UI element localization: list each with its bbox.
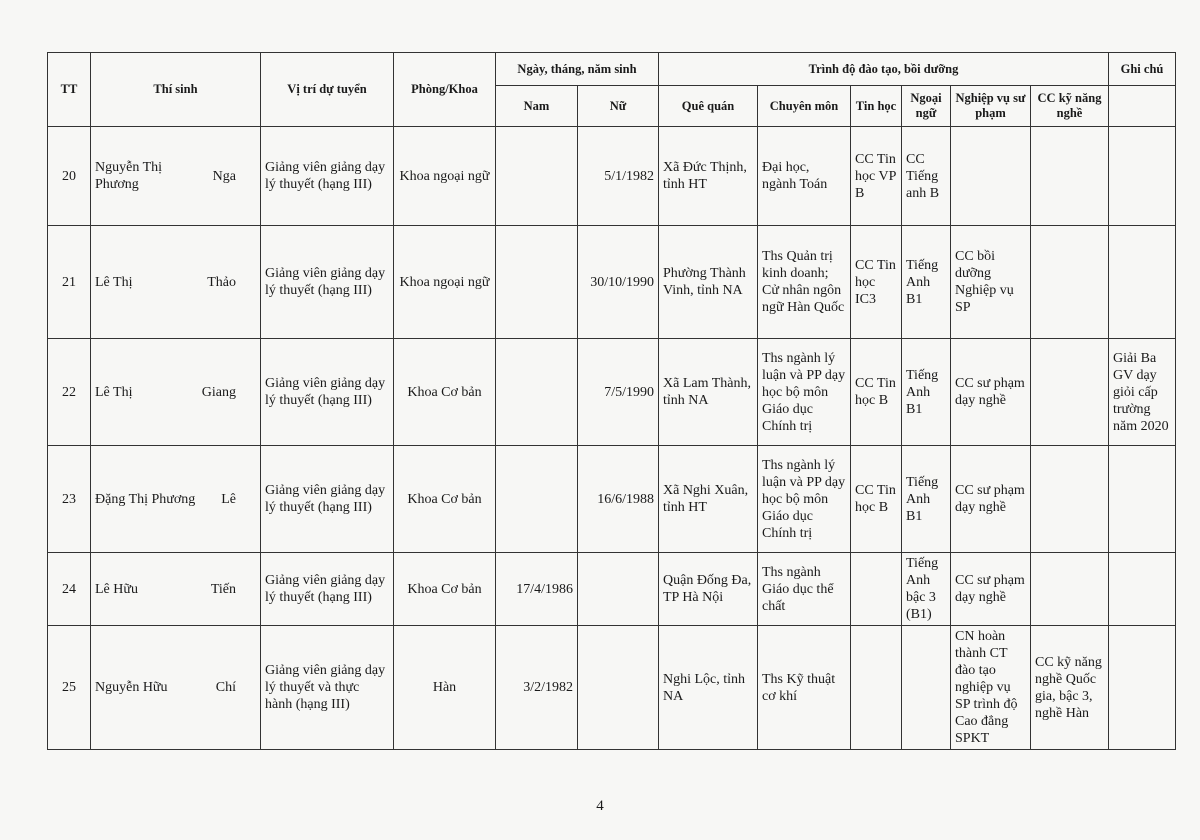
cell-position: Giảng viên giảng dạy lý thuyết và thực hành (hạng III)	[261, 626, 394, 750]
cell-language: Tiếng Anh B1	[902, 446, 951, 553]
cell-position: Giảng viên giảng dạy lý thuyết (hạng III)	[261, 446, 394, 553]
cell-female-dob: 5/1/1982	[578, 127, 659, 226]
cell-it	[851, 553, 902, 626]
cell-pedagogy: CC sư phạm dạy nghề	[951, 339, 1031, 446]
cell-skill-cert	[1031, 446, 1109, 553]
cell-male-dob	[496, 339, 578, 446]
cell-language: CC Tiếng anh B	[902, 127, 951, 226]
cell-male-dob: 17/4/1986	[496, 553, 578, 626]
cell-candidate	[91, 626, 261, 750]
cell-pedagogy	[951, 127, 1031, 226]
cell-male-dob: 3/2/1982	[496, 626, 578, 750]
cell-major: Ths ngành lý luận và PP dạy học bộ môn Giáo dục Chính trị	[758, 446, 851, 553]
cell-major: Ths Quản trị kinh doanh; Cử nhân ngôn ngữ Hàn Quốc	[758, 226, 851, 339]
header-notes: Ghi chú	[1109, 53, 1176, 86]
header-position: Vị trí dự tuyển	[261, 53, 394, 127]
cell-skill-cert	[1031, 339, 1109, 446]
cell-hometown: Quận Đống Đa, TP Hà Nội	[659, 553, 758, 626]
cell-tt: 20	[48, 127, 91, 226]
header-skill-cert: CC kỹ năng nghề	[1031, 86, 1109, 127]
cell-position: Giảng viên giảng dạy lý thuyết (hạng III)	[261, 127, 394, 226]
candidate-given-name: Chí	[215, 680, 236, 695]
cell-candidate	[91, 339, 261, 446]
cell-candidate	[91, 446, 261, 553]
cell-hometown: Xã Nghi Xuân, tỉnh HT	[659, 446, 758, 553]
header-language: Ngoại ngữ	[902, 86, 951, 127]
cell-department: Khoa Cơ bản	[394, 553, 496, 626]
header-pedagogy: Nghiệp vụ sư phạm	[951, 86, 1031, 127]
cell-hometown: Phường Thành Vinh, tỉnh NA	[659, 226, 758, 339]
cell-hometown: Xã Đức Thịnh, tỉnh HT	[659, 127, 758, 226]
header-candidate: Thí sinh	[91, 53, 261, 127]
cell-position: Giảng viên giảng dạy lý thuyết (hạng III)	[261, 226, 394, 339]
header-major: Chuyên môn	[758, 86, 851, 127]
header-department: Phòng/Khoa	[394, 53, 496, 127]
table-row	[48, 553, 1176, 626]
cell-candidate	[91, 553, 261, 626]
cell-language: Tiếng Anh bậc 3 (B1)	[902, 553, 951, 626]
cell-language	[902, 626, 951, 750]
candidate-surname: Lê Hữu	[95, 581, 138, 597]
cell-it	[851, 626, 902, 750]
cell-notes	[1109, 226, 1176, 339]
header-hometown: Quê quán	[659, 86, 758, 127]
cell-candidate	[91, 127, 261, 226]
header-male: Nam	[496, 86, 578, 127]
cell-notes	[1109, 553, 1176, 626]
cell-skill-cert	[1031, 127, 1109, 226]
cell-skill-cert	[1031, 226, 1109, 339]
candidate-surname: Nguyễn Thị Phương	[95, 160, 163, 192]
header-it: Tin học	[851, 86, 902, 127]
header-birthdate: Ngày, tháng, năm sinh	[496, 53, 659, 86]
cell-hometown: Nghi Lộc, tỉnh NA	[659, 626, 758, 750]
cell-position: Giảng viên giảng dạy lý thuyết (hạng III)	[261, 553, 394, 626]
header-female: Nữ	[578, 86, 659, 127]
page-number: 4	[596, 798, 604, 814]
cell-female-dob	[578, 626, 659, 750]
candidate-given-name: Thảo	[207, 274, 236, 290]
candidate-surname: Lê Thị	[95, 274, 133, 290]
candidate-given-name: Nga	[212, 168, 236, 184]
cell-notes: Giải Ba GV dạy giỏi cấp trường năm 2020	[1109, 339, 1176, 446]
candidate-given-name: Tiến	[210, 581, 236, 597]
candidate-given-name: Lê	[221, 491, 236, 507]
cell-female-dob: 16/6/1988	[578, 446, 659, 553]
cell-language: Tiếng Anh B1	[902, 339, 951, 446]
cell-notes	[1109, 127, 1176, 226]
cell-it: CC Tin học VP B	[851, 127, 902, 226]
cell-female-dob	[578, 553, 659, 626]
candidate-given-name: Giang	[201, 384, 236, 400]
cell-pedagogy: CC sư phạm dạy nghề	[951, 446, 1031, 553]
candidate-table	[47, 52, 1176, 750]
cell-skill-cert	[1031, 553, 1109, 626]
cell-it: CC Tin học B	[851, 339, 902, 446]
cell-male-dob	[496, 127, 578, 226]
cell-department: Hàn	[394, 626, 496, 750]
cell-tt: 23	[48, 446, 91, 553]
candidate-surname: Lê Thị	[95, 384, 133, 400]
cell-tt: 22	[48, 339, 91, 446]
cell-male-dob	[496, 446, 578, 553]
table-row	[48, 626, 1176, 750]
cell-it: CC Tin học IC3	[851, 226, 902, 339]
header-tt: TT	[48, 53, 91, 127]
candidate-surname: Đặng Thị Phương	[95, 491, 196, 507]
header-qualification: Trình độ đào tạo, bồi dưỡng	[659, 53, 1109, 86]
cell-pedagogy: CN hoàn thành CT đào tạo nghiệp vụ SP trình độ Cao đẳng SPKT	[951, 626, 1031, 750]
cell-department: Khoa ngoại ngữ	[394, 127, 496, 226]
cell-position: Giảng viên giảng dạy lý thuyết (hạng III)	[261, 339, 394, 446]
cell-major: Đại học, ngành Toán	[758, 127, 851, 226]
header-notes-empty	[1109, 86, 1176, 127]
cell-it: CC Tin học B	[851, 446, 902, 553]
cell-male-dob	[496, 226, 578, 339]
cell-candidate	[91, 226, 261, 339]
cell-major: Ths ngành Giáo dục thể chất	[758, 553, 851, 626]
cell-notes	[1109, 446, 1176, 553]
table-row	[48, 127, 1176, 226]
cell-pedagogy: CC bồi dưỡng Nghiệp vụ SP	[951, 226, 1031, 339]
table-row	[48, 339, 1176, 446]
cell-tt: 21	[48, 226, 91, 339]
cell-tt: 25	[48, 626, 91, 750]
cell-skill-cert: CC kỹ năng nghề Quốc gia, bậc 3, nghề Hàn	[1031, 626, 1109, 750]
cell-female-dob: 30/10/1990	[578, 226, 659, 339]
cell-language: Tiếng Anh B1	[902, 226, 951, 339]
cell-department: Khoa Cơ bản	[394, 446, 496, 553]
cell-female-dob: 7/5/1990	[578, 339, 659, 446]
table-row	[48, 226, 1176, 339]
cell-hometown: Xã Lam Thành, tỉnh NA	[659, 339, 758, 446]
cell-major: Ths Kỹ thuật cơ khí	[758, 626, 851, 750]
cell-department: Khoa Cơ bản	[394, 339, 496, 446]
cell-notes	[1109, 626, 1176, 750]
cell-tt: 24	[48, 553, 91, 626]
cell-major: Ths ngành lý luận và PP dạy học bộ môn Giáo dục Chính trị	[758, 339, 851, 446]
table-row	[48, 446, 1176, 553]
candidate-surname: Nguyễn Hữu	[95, 680, 168, 695]
cell-department: Khoa ngoại ngữ	[394, 226, 496, 339]
cell-pedagogy: CC sư phạm dạy nghề	[951, 553, 1031, 626]
